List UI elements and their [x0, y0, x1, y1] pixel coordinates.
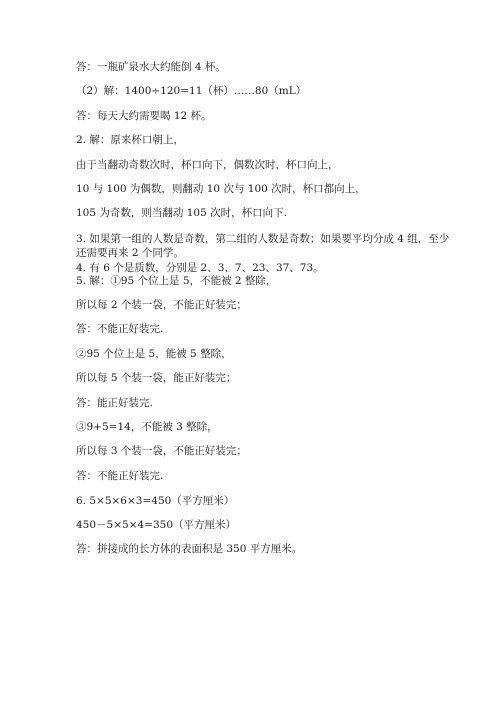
problem-2-line-3: 10 与 100 为偶数，则翻动 10 次与 100 次时，杯口都向上，	[76, 183, 366, 195]
problem-5-answer-3: 答：不能正好装完.	[76, 470, 164, 482]
problem-4-text: 4. 有 6 个是质数，分别是 2、3、7、23、37、73。	[76, 262, 324, 274]
answer-line-1: 答：一瓶矿泉水大约能倒 4 杯。	[76, 61, 226, 73]
problem-5-line-6: 所以每 3 个装一袋，不能正好装完；	[76, 445, 247, 457]
problem-5-line-2: 所以每 2 个装一袋，不能正好装完；	[76, 299, 247, 311]
problem-6-answer: 答：拼接成的长方体的表面积是 350 平方厘米。	[76, 543, 303, 555]
problem-5-line-5: ③9+5=14，不能被 3 整除，	[76, 421, 218, 433]
problem-2-line-2: 由于当翻动奇数次时，杯口向下，偶数次时，杯口向上，	[76, 159, 339, 171]
solution-line-2: （2）解：1400÷120=11（杯）……80（mL）	[76, 85, 307, 97]
problem-3-text: 3. 如果第一组的人数是奇数，第二组的人数是奇数；如果要平均分成 4 组，至少还需要再来 2 个同学。	[76, 233, 450, 259]
problem-5-line-1: 5. 解：①95 个位上是 5，不能被 2 整除，	[76, 275, 277, 287]
problem-5-line-3: ②95 个位上是 5，能被 5 整除，	[76, 348, 232, 360]
problem-2-line-1: 2. 解：原来杯口朝上，	[76, 134, 184, 146]
problem-5-line-4: 所以每 5 个装一袋，能正好装完；	[76, 372, 237, 384]
problem-6-line-1: 6. 5×5×6×3=450（平方厘米）	[76, 495, 235, 507]
problem-5-answer-2: 答：能正好装完.	[76, 397, 153, 409]
problem-5-answer-1: 答：不能正好装完.	[76, 323, 164, 335]
problem-2-line-4: 105 为奇数，则当翻动 105 次时，杯口向下.	[76, 207, 287, 219]
answer-line-2: 答：每天大约需要喝 12 杯。	[76, 110, 212, 122]
problem-6-line-2: 450－5×5×4=350（平方厘米）	[76, 519, 237, 531]
